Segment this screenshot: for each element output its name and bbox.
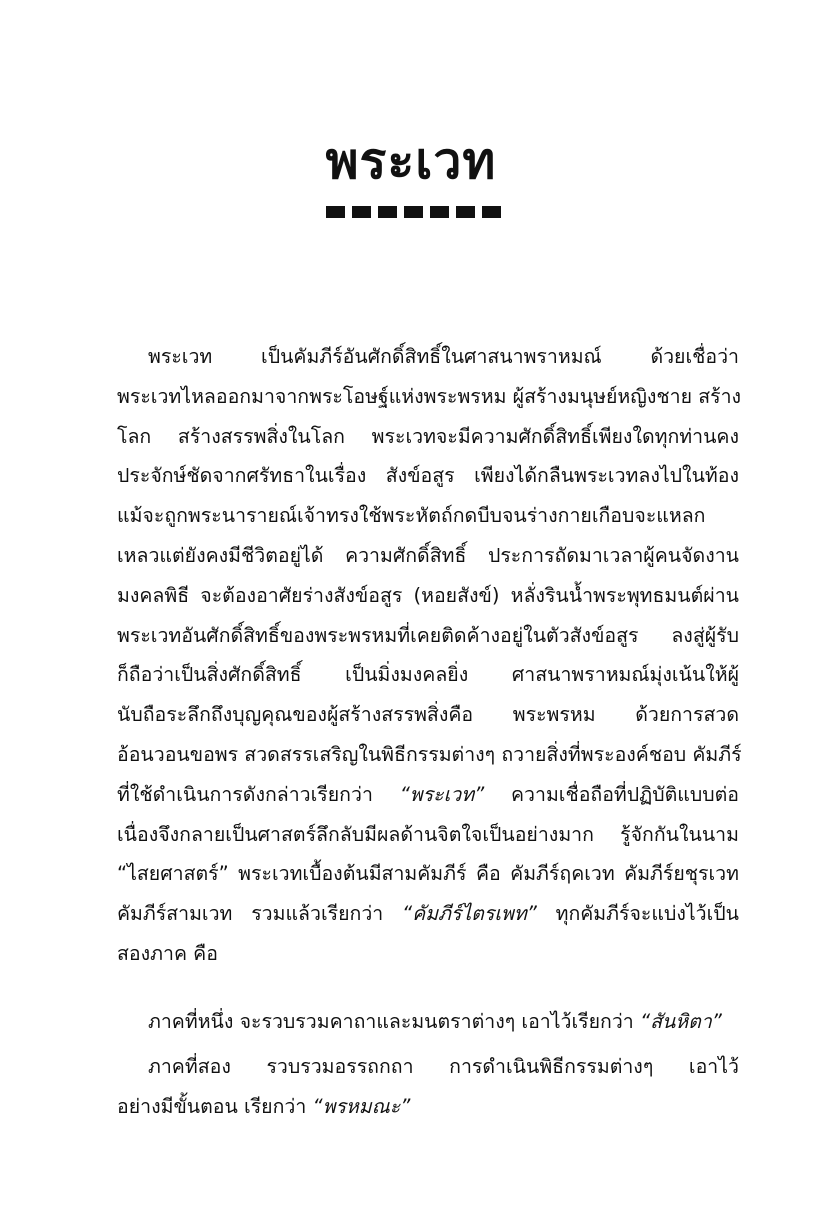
text-line: พระเวท เป็นคัมภีร์อันศักดิ์สิทธิ์ในศาสนาพราหมณ์ ด้วยเชื่อว่า bbox=[148, 345, 739, 368]
divider-dash bbox=[430, 206, 449, 218]
text-line: พระเวทไหลออกมาจากพระโอษฐ์แห่งพระพรหม ผู้สร้างมนุษย์หญิงชาย สร้าง bbox=[117, 384, 742, 408]
divider-dash bbox=[482, 206, 501, 218]
title-divider bbox=[326, 206, 501, 218]
text-segment: อย่างมีขั้นตอน เรียกว่า bbox=[117, 1094, 313, 1118]
text-line: เหลวแต่ยังคงมีชีวิตอยู่ได้ ความศักดิ์สิทธิ์ ประการถัดมาเวลาผู้คนจัดงาน bbox=[117, 543, 739, 567]
text-segment: คัมภีร์สามเวท รวมแล้วเรียกว่า bbox=[117, 902, 403, 926]
emphasis-term: “คัมภีร์ไตรเพท” bbox=[402, 902, 537, 926]
text-line: ภาคที่สอง รวบรวมอรรถกถา การดำเนินพิธีกรรมต่างๆ เอาไว้ bbox=[148, 1055, 739, 1078]
paragraph-part-two bbox=[117, 1047, 739, 1127]
text-line: แม้จะถูกพระนารายณ์เจ้าทรงใช้พระหัตถ์กดบีบจนร่างกายเกือบจะแหลก bbox=[117, 504, 706, 528]
paragraph-intro bbox=[117, 337, 742, 974]
emphasis-term: “พระเวท” bbox=[399, 782, 485, 806]
text-line: พระเวทอันศักดิ์สิทธิ์ของพระพรหมที่เคยติดค้างอยู่ในตัวสังข์อสูร ลงสู่ผู้รับ bbox=[117, 623, 739, 647]
text-segment: ภาคที่หนึ่ง จะรวบรวมคาถาและมนตราต่างๆ เอาไว้เรียกว่า bbox=[148, 1010, 640, 1033]
text-line bbox=[117, 775, 739, 815]
text-line bbox=[117, 1087, 739, 1127]
text-segment: ทุกคัมภีร์จะแบ่งไว้เป็น bbox=[536, 902, 739, 926]
emphasis-term: “สันหิตา” bbox=[639, 1010, 722, 1033]
text-line: นับถือระลึกถึงบุญคุณของผู้สร้างสรรพสิ่งคือ พระพรหม ด้วยการสวด bbox=[117, 703, 739, 727]
text-line: โลก สร้างสรรพสิ่งในโลก พระเวทจะมีความศักดิ์สิทธิ์เพียงใดทุกท่านคง bbox=[117, 424, 739, 448]
page-title: พระเวท bbox=[325, 132, 497, 190]
text-segment: ความเชื่อถือที่ปฏิบัติแบบต่อ bbox=[484, 782, 739, 806]
text-line: มงคลพิธี จะต้องอาศัยร่างสังข์อสูร (หอยสังข์) หลั่งรินน้ำพระพุทธมนต์ผ่าน bbox=[117, 583, 739, 607]
text-line: ก็ถือว่าเป็นสิ่งศักดิ์สิทธิ์ เป็นมิ่งมงคลยิ่ง ศาสนาพราหมณ์มุ่งเน้นให้ผู้ bbox=[117, 663, 739, 687]
divider-dash bbox=[352, 206, 371, 218]
text-line: อ้อนวอนขอพร สวดสรรเสริญในพิธีกรรมต่างๆ ถวายสิ่งที่พระองค์ชอบ คัมภีร์ bbox=[117, 742, 742, 766]
text-segment: ที่ใช้ดำเนินการดังกล่าวเรียกว่า bbox=[117, 782, 400, 806]
divider-dash bbox=[378, 206, 397, 218]
text-line bbox=[117, 894, 739, 934]
divider-dash bbox=[404, 206, 423, 218]
text-line: เนื่องจึงกลายเป็นศาสตร์ลึกลับมีผลด้านจิตใจเป็นอย่างมาก รู้จักกันในนาม bbox=[117, 822, 739, 846]
divider-dash bbox=[326, 206, 345, 218]
text-line: “ไสยศาสตร์” พระเวทเบื้องต้นมีสามคัมภีร์ คือ คัมภีร์ฤคเวท คัมภีร์ยชุรเวท bbox=[117, 862, 739, 886]
text-line: สองภาค คือ bbox=[117, 941, 218, 965]
emphasis-term: “พรหมณะ” bbox=[312, 1094, 411, 1118]
divider-dash bbox=[456, 206, 475, 218]
paragraph-part-one bbox=[117, 1002, 739, 1042]
text-line bbox=[117, 1002, 739, 1042]
text-line: ประจักษ์ชัดจากศรัทธาในเรื่อง สังข์อสูร เพียงได้กลืนพระเวทลงไปในท้อง bbox=[117, 464, 739, 488]
